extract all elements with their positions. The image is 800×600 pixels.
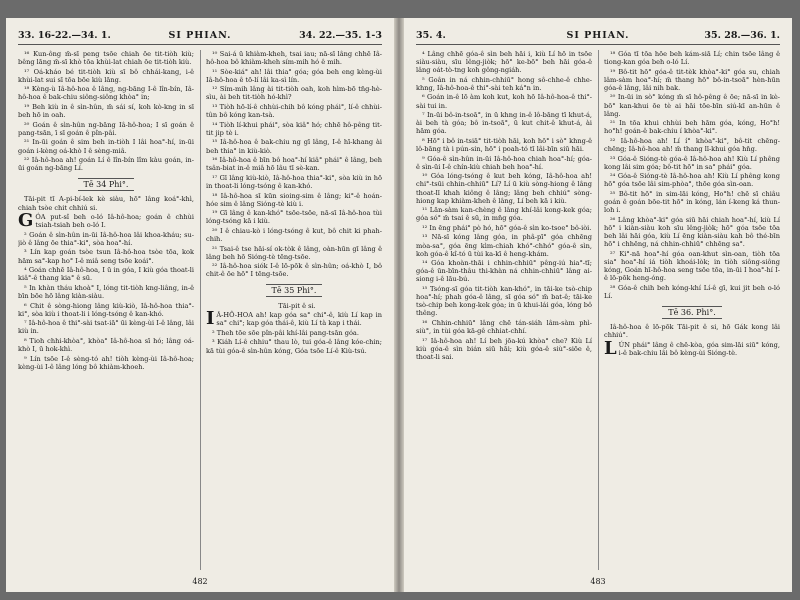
verse: ⁵ In khàn tháu khoà° I, lóng tit-tiòh kng-liâng, in-ê bīn bōe hō lâng kiàn-siàu. — [18, 283, 194, 300]
verse: ³ Lín kap goán tsòe tsun Iâ-hô-hoa tsòe tōa, kok hām sa°-kap ho° I-ê miâ seng tsōe koái°. — [18, 248, 194, 265]
verse: ¹¹ Lān-sàm kan-chèng ê lâng khí-lâi kong-kek góa; góa só° m̄ tsai ê sū, in mn̄g góa. — [416, 206, 592, 223]
page-header — [416, 30, 780, 45]
verse: ²⁶ Lâng khòa°-ki° góa siū hāi chiah hoa°-hí, kiù Lí hō° i kiàn-siàu koh sīu lêng-jiòk; hō° góa tsōe tōa beh lâi hāi góa, kiù Lí ēng kiàn-siàu kah bô thé-bīn hō° i chhēng, ná chhin-chhiū° chhēng sa°. — [604, 215, 780, 249]
verse: ¹¹ Sòe-kiá° ah! lâi thia° góa; góa beh eng kèng-ùi Iâ-hô-hoa ê tō-lí lâi ka-sì lín. — [206, 67, 382, 84]
verse: ¹⁹ Gī lâng ê kan-khó° tsōe-tsōe, nā-sī Iâ-hô-hoa tùi lóng-tsóng kā i kiù. — [206, 209, 382, 226]
verse: ⁹ Lín tsōe I-ê sèng-tó ah! tiòh kèng-ùi Iâ-hô-hoa; kèng-ùi I-ê lâng lóng bô khiàm-khoeh. — [18, 354, 194, 371]
header-book-title: SI PHIAN. — [566, 30, 630, 41]
drop-cap: G — [18, 210, 34, 232]
verse: ²² Iâ-hô-hoa siók I-ê lō-pōk ê sìn-hûn; oá-khò I, bô chit-ê ōe hō° I tēng-tsōe. — [206, 262, 382, 279]
verse: ¹⁷ Iâ-hô-hoa ah! Lí beh jōa-kú khòa° che? Kiù Lí kiù góa-ê sìn bián siū hāi; kiù góa-ê siù°-siōe ê, thoat-li sai. — [416, 336, 592, 361]
verse: ¹⁰ Góa lóng-tsóng ê kut beh kóng, Iâ-hô-hoa ah! chi°-tsūi chhin-chhiū° Lí? Lí ū kiù sòng-hiong ê lâng thoat-lī khah kiông ê lâng; lâng beh chhiú° sòng-hiong kap khiàm-kheh ê lâng, Lí beh kā i kiù. — [416, 172, 592, 205]
right-page — [404, 18, 792, 592]
verse: ¹³ Nā-sī kóng lâng góa, in phâ-pī° góa chhēng mòa-sa°, góa ēng kìm-chiah khó°-chhó° góa-ê sìn, koh góa-ê kî-tó ū tùi ka-kī ê heng-khám. — [416, 233, 592, 258]
verse: ¹⁸ Iâ-hô-hoa sī kūn sioing-sim ê lâng; ki°-ê hoán-hóe sim ê lâng Sióng-tè kiù i. — [206, 191, 382, 208]
header-verse-range-end: 35. 28.—36. 1. — [704, 30, 780, 41]
page-header — [18, 30, 382, 45]
verse: ¹⁰ Sai-á ū khiàm-kheh, tsai iau; nā-sī lâng chhē Iâ-hô-hoa bô khiàm-kheh sím-mih hó ê mih. — [206, 50, 382, 67]
right-column-2 — [604, 50, 780, 570]
verse: ⁷ In-ūi bô-in-tsoā°, in ū khng in-ê lô-bāng tī khut-á, ài beh tà góa; bô in-tsoā°, ū kut chit-ê khut-á, ài hām góa. — [416, 111, 592, 136]
page-number: 482 — [192, 577, 208, 586]
verse: ²² Iâ-hô-hoa ah! Lí í° khòa°-ki°, bô-tit chēng-chēng; Iâ-hô-hoa ah! m̄ thang lī-khui góa hn̄g. — [604, 136, 780, 154]
chapter-heading: Tē 36. Phi°. — [604, 309, 780, 317]
verse: ⁴ Lâng chhē góa-ê sìn beh hāi i, kiù Lí hō in tsōe siàu-siàu, sīu lêng-jiòk; hō° ke-bō° beh hāi góa-ê lâng oát-tò-tng koh gông-ngiáh. — [416, 50, 592, 75]
verse: ²⁵ Bô-tit hō° in sim-lāi kóng, Ho°h! chē sī chiâu goán ê goán bōe-tit hō° in kóng, lán í-keng ká thun-loh i. — [604, 190, 780, 215]
verse-first: GÓA put-sî beh o-ló Iâ-hô-hoa; goán ê chhùi tsiah-tsiah beh o-ló I. — [18, 210, 194, 232]
chapter-heading: Tē 35 Phi°. — [206, 287, 382, 295]
verse: ⁵ Goân in ná chhin-chhiū° hong sô-chhe-ê chhe-khng, Iâ-hô-hoa-ê thi°-sài teh ká°n in. — [416, 75, 592, 92]
book-gutter — [394, 18, 404, 592]
right-column-1 — [416, 50, 592, 570]
verse: ²⁷ Ki°-nā hoa°-hí góa oan-khut sìn-oan, tiòh tōa sia° hoa°-hí iá tiòh khoái-lòk; in tiòh siông-siông kóng, Goán hī-hô-hoa seng tsōe tōa, in-ūi I hoa°-hí I-ê lō-pōk heng-óng. — [604, 249, 780, 282]
verse: ⁴ Goán chhē Iâ-hô-hoa, I ū in góa, I kiù góa thoat-li kiâ°-ê thang kia° ê sū. — [18, 266, 194, 283]
verse: ¹⁵ Iâ-hô-hoa ê bak-chiu ng gī lâng, I-ê hī-khang ài beh thia° in kiù-kiò. — [206, 138, 382, 155]
chapter-summary: Tāi-pit ê si. — [278, 301, 316, 310]
header-verse-range-end: 34. 22.—35. 1-3 — [299, 30, 382, 41]
verse: ²² Iâ-hô-hoa ah! goán Lí ê lîn-bín lîm kàu goán, in-ūi goán ng-bāng Lí. — [18, 156, 194, 173]
chapter-summary: Iâ-hô-hoa ê lō-pōk Tāi-pit ê si, hō Gák kong lâi chhiú°. — [604, 322, 780, 339]
verse: ¹³ Tiòh hō-lí-ê chhùi-chih bô kóng phái°, lí-ê chhùi-tûn bô kóng kan-tsà. — [206, 103, 382, 120]
page-number: 483 — [590, 577, 606, 586]
verse-first: LÚN phái° lâng ê chē-kòa, góa sim-lāi siū° kóng, i-ê bak-chiu lâi bô kèng-ùi Sióng-tè. — [604, 337, 780, 359]
verse: ² Theh tōe sōe pîn-pâi khí-lâi pang-tsān góa. — [212, 328, 359, 337]
verse: ⁶ Chit ê sòng-hiong lâng kiù-kiò, Iâ-hô-hoa thia°-ki°, sòa kiù i thoat-li i lóng-tsóng ê kan-khó. — [18, 301, 194, 318]
verse-first: I Â-HÔ-HOA ah! kap góa sa° chi°-ê, kiù Lí kap in sa° chi°; kap góa thái-ê, kiù Lí tà kap i thái. — [206, 308, 382, 330]
verse: ¹² In ēng phái° pò hó, hō° góa-ê sìn ko-tsoe° bô-iòi. — [422, 223, 592, 232]
verse: ¹² Sím-mih lâng ài tit-tiòh oah, koh hìm-bō tn̄g-hè-sìu, ài beh tit-tiòh hó-khì? — [206, 85, 382, 102]
verse: ¹⁶ Chhin-chhiū° lâng chē tán-siáh lâm-sàm phì-siù°, in tùi góa kā-gê chhiat-chhí. — [416, 318, 592, 335]
verse: ²¹ In-ūi goán ê sim beh in-tiòh I lâi hoa°-hí, in-ūi goán i-kèng oá-khò I ê sèng-miâ. — [18, 138, 194, 155]
verse: ¹⁷ Oá-kháo bé tit-tiòh kiù sī bô chhái-kang, i-ê khùi-lat sui sī tōa bōe kiù lāng. — [18, 67, 194, 84]
verse: ¹⁴ Góa khoàn-thāi i chhin-chhiū° pêng-iú hia°-tī; góa-ê ūn-bīn-thâu thi-khàn ná chhin-chhiū° lâng ai-siong i-ê lāu-bú. — [416, 259, 592, 284]
verse: ¹⁷ Gī lâng kiù-kiò, Iâ-hô-hoa thia°-ki°, sòa kiù in hō in thoat-li lóng-tsóng ê kan-khó. — [206, 173, 382, 190]
header-verse-range: 33. 16-22.—34. 1. — [18, 30, 111, 41]
header-verse-range: 35. 4. — [416, 30, 446, 41]
column-divider — [598, 50, 599, 570]
verse: ¹⁹ Bô-tit hō° góa-ê tit-tèk khòa°-ki° góa su, chiah lâm-sàm hoa°-hí; m̄ thang hō° bô-in-tsoā° hèn-hūn góa-ê lâng, lâi nih bak. — [604, 67, 780, 92]
verse: ² Goán ê sìn-hûn in-ūi Iâ-hô-hoa lâi khoa-kháu; su-jiò ê lâng ōe thia°-ki°, sòa hoa°-hí. — [18, 230, 194, 247]
verse: ¹⁴ Tiòh lí-khui phái°, sòa kiâ° hó; chhē hô-pêng tit-tit jip tè i. — [206, 120, 382, 137]
verse: ²³ Góa-ê Sióng-tè góa-ê Iâ-hô-hoa ah! Kiù Lí phêng kong lâi sim góa; bô-tit hō° in sa° phái° góa. — [604, 154, 780, 171]
verse: ¹⁵ Tsóng-sī góa tit-tiòh kan-khó°, in tāi-ke tsò-chip hoa°-hí; phah góa-ê lâng, sī góa só° m̄ bat-ê; tāi-ke tsò-chip beh kong-kek góa; in ū khui-lái góa, lóng bô thêng. — [416, 285, 592, 318]
verse: ²⁸ Góa-ê chih beh kóng-khí Lí-ê gī, kui jit beh o-ló Lí. — [604, 283, 780, 300]
header-book-title: SI PHIAN. — [168, 30, 232, 41]
verse: ⁸ Tioh chhi-khòa°, khòa° Iâ-hô-hoa sī hó; lâng oá-khò I, ū hok-khì. — [18, 336, 194, 353]
chapter-heading: Tē 34 Phi°. — [18, 181, 194, 189]
verse: ⁶ Goán in-ê lō àm koh kut, koh hō Iâ-hô-hoa-ê thi°-sài tui in. — [416, 93, 592, 110]
verse: ¹⁹ Beh kiù in ê sìn-hûn, m̄ sái sí, koh kò-kng in sī beh hō in oah. — [18, 103, 194, 120]
verse: ¹⁶ Kun-ông m̄-sī peng tsōe chiah ōe tit-tiòh kiù; bêng lāng m̄-sī khò tōa khùi-lat chiah ōe tit-tiòh kiù. — [18, 50, 194, 67]
verse: ²⁰ Goán ê sìn-hûn ng-bāng Iâ-hô-hoa; I sī goán ê pang-tsān, ī sī goán ê pîn-pâi. — [18, 120, 194, 137]
verse: ⁷ Iâ-hô-hoa ê thi°-sài tsat-iā° ūi kèng-ùi I-ê lâng, lâi kiù in. — [18, 319, 194, 336]
verse: ¹⁶ Iâ-hô-hoa ê bīn bô hoa°-hí kiâ° phái° ê lâng, beh tsân-biat in-ê miâ hō lâu tī sè-kan. — [206, 156, 382, 173]
left-page — [6, 18, 394, 592]
verse: ⁸ Hō° i bô in-tsiā° tit-tiòh hāi, koh hō° i sò° khng-ê lô-bāng tà i pún-sin, hō° i poah-tó tī lâi-bīn siū hāi. — [416, 136, 592, 154]
verse: ²⁰ In-ūi in sò° kóng m̄ sī hô-pêng ê ōe; nā-sī in kè-bō° kan-khui ōe tè ai hāi tōe-bīn siú-kī an-hūn ê lâng. — [604, 93, 780, 118]
verse: ²⁰ I ê chiau-kò i lóng-tsóng ê kut, bô chit ki phah-chih. — [206, 226, 382, 243]
verse: ¹⁸ Góa tī tōa hōe beh kám-siā Lí; chin tsōe lâng ê tiong-kan góa beh o-ló Lí. — [604, 50, 780, 67]
chapter-summary: Tāi-pit tī A-pi-bí-lek kè siàu, hō° lâng koá°-khì, chiah tsòe chit chhiú si. — [18, 195, 194, 212]
verse: ³ Kiáh Lí-ê chhiu° thau lò, tui góa-ê lâng kóe-chin; kā tùi góa-ê sìn-hûn kóng, Góa tsōe Lí-ê Kiù-tsú. — [206, 338, 382, 355]
column-divider — [200, 50, 201, 570]
verse: ⁹ Góa-ê sìn-hûn in-ūi Iâ-hô-hoa chiah hoa°-hí; góa-ê sìn-ūi I-ê chín-kiù chiah beh hoa°-hí. — [416, 154, 592, 171]
verse: ²¹ Tsai-ê tse hāi-sí ok-tòk ê lâng, oàn-hūn gī lâng ê lâng beh hō Sióng-tè tēng-tsōe. — [206, 244, 382, 261]
left-column-2 — [206, 50, 382, 570]
verse: ¹⁸ Kèng-ù Iâ-hô-hoa ê lâng, ng-bāng I-ê lîn-bín, Iâ-hô-hoa ê bak-chiu siông-siông khòa° in; — [18, 85, 194, 102]
verse: ²¹ In tōa khui chhùi beh hām góa, kóng, Ho°h! ho°h! goán-ê bak-chiu í khòa°-ki°. — [604, 119, 780, 136]
verse: ²⁴ Góa-ê Sióng-tè Iâ-hô-hoa ah! Kiù Lí phêng kong hō° góa tsōe lâi sim-phòa°, thōe góa sìn-oan. — [604, 172, 780, 189]
left-column-1 — [18, 50, 194, 570]
drop-cap: L — [604, 337, 617, 359]
drop-cap: I — [206, 308, 215, 330]
